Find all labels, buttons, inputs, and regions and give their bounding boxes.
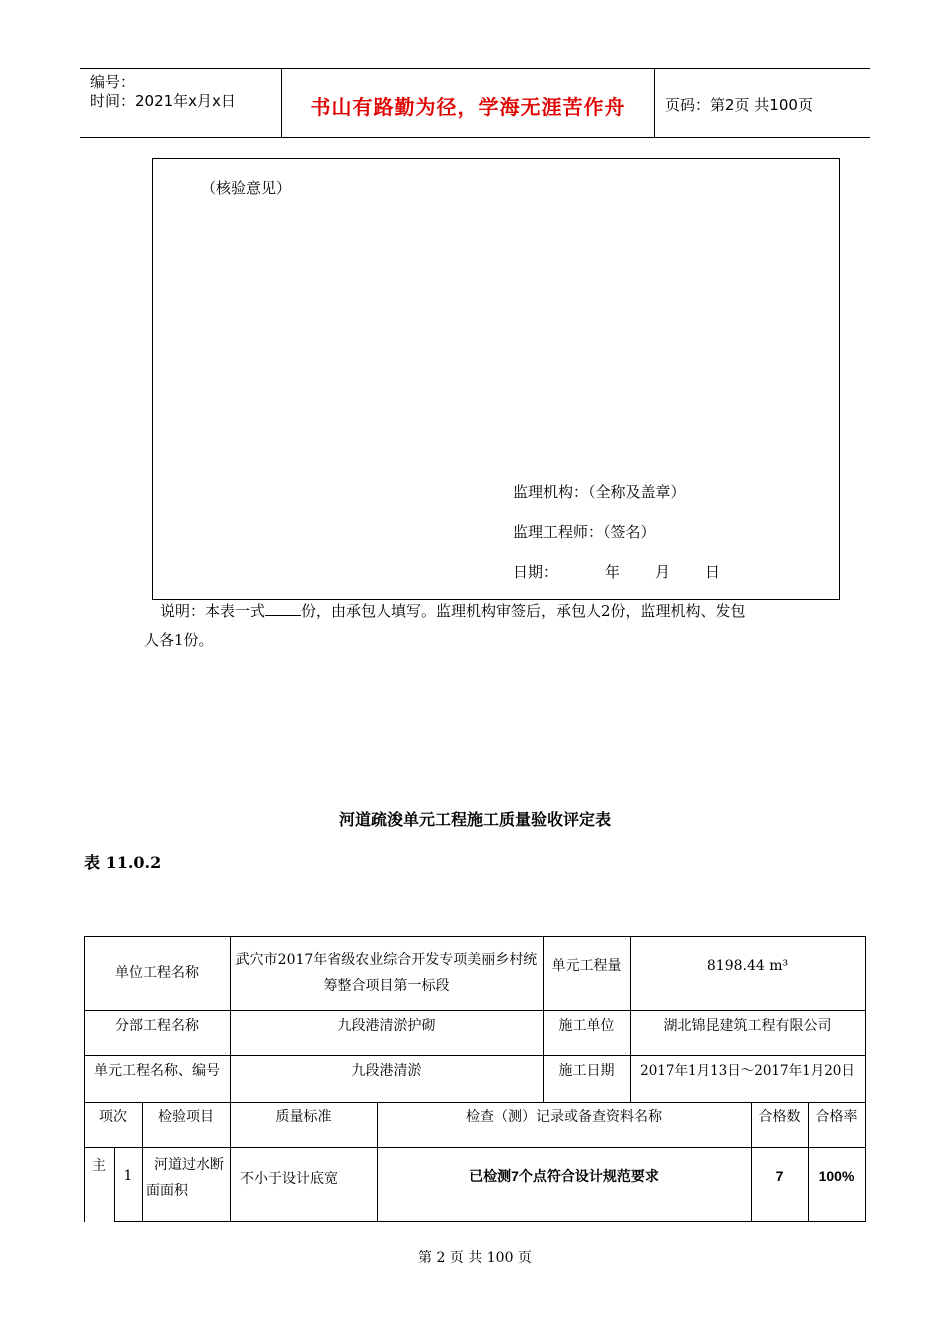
motto: 书山有路勤为径，学海无涯苦作舟 [310, 95, 626, 119]
supervisor-engineer: 监理工程师：（签名） [513, 523, 656, 541]
row1-category: 主 [92, 1158, 106, 1174]
col-record: 检查（测）记录或备查资料名称 [466, 1109, 662, 1125]
row1-index: 1 [123, 1168, 133, 1184]
unit-project-value [230, 936, 543, 1010]
row1-item-line-1: 河道过水断 [154, 1157, 224, 1173]
table-line [114, 1221, 866, 1222]
note-prefix: 说明：本表一式 [160, 602, 266, 620]
row1-standard-text: 不小于设计底宽 [240, 1171, 338, 1187]
row1-pass-rate: 100% [818, 1168, 855, 1184]
element-qty-value: 8198.44 m³ [706, 958, 789, 974]
time-label: 时间：2021年x月x日 [90, 92, 236, 110]
col-item: 项次 [99, 1109, 127, 1125]
date-month: 月 [655, 563, 671, 581]
col-inspection: 检验项目 [158, 1109, 214, 1125]
date-year: 年 [605, 563, 621, 581]
note-line-2: 人各1份。 [144, 631, 214, 649]
table-number: 表 11.0.2 [84, 853, 162, 872]
row1-item [146, 1150, 230, 1206]
page-info: 页码：第2页 共100页 [665, 96, 813, 114]
date-label: 日期： [513, 563, 559, 581]
row1-pass-count: 7 [775, 1168, 784, 1184]
supervisor-org: 监理机构：（全称及盖章） [513, 483, 686, 501]
sub-project-label: 分部工程名称 [115, 1018, 199, 1034]
sub-project-value: 九段港清淤护砌 [337, 1018, 436, 1034]
unit-project-line-2: 筹整合项目第一标段 [323, 978, 450, 994]
row1-record: 已检测7个点符合设计规范要求 [469, 1168, 659, 1184]
document-title: 河道疏浚单元工程施工质量验收评定表 [338, 810, 611, 829]
unit-project-line-1: 武穴市2017年省级农业综合开发专项美丽乡村统 [235, 952, 538, 968]
element-name-value: 九段港清淤 [351, 1063, 422, 1079]
table-line [865, 936, 866, 1222]
contractor-value: 湖北锦昆建筑工程有限公司 [663, 1018, 832, 1034]
number-label: 编号： [90, 73, 136, 91]
col-pass-count: 合格数 [758, 1109, 801, 1125]
construction-date-value: 2017年1月13日～2017年1月20日 [640, 1063, 855, 1079]
row1-standard [230, 1150, 377, 1208]
opinion-heading: （核验意见） [201, 179, 292, 197]
page-footer: 第 2 页 共 100 页 [418, 1250, 532, 1266]
element-qty-label: 单元工程量 [551, 958, 622, 974]
note-suffix: 份，由承包人填写。监理机构审签后，承包人2份，监理机构、发包 [301, 602, 746, 620]
contractor-label: 施工单位 [558, 1018, 615, 1034]
date-day: 日 [705, 563, 721, 581]
unit-project-label: 单位工程名称 [115, 965, 199, 981]
col-pass-rate: 合格率 [815, 1109, 858, 1125]
element-name-label: 单元工程名称、编号 [94, 1063, 220, 1079]
row1-item-line-2: 面面积 [146, 1183, 188, 1199]
col-standard: 质量标准 [275, 1109, 332, 1125]
construction-date-label: 施工日期 [558, 1063, 615, 1079]
